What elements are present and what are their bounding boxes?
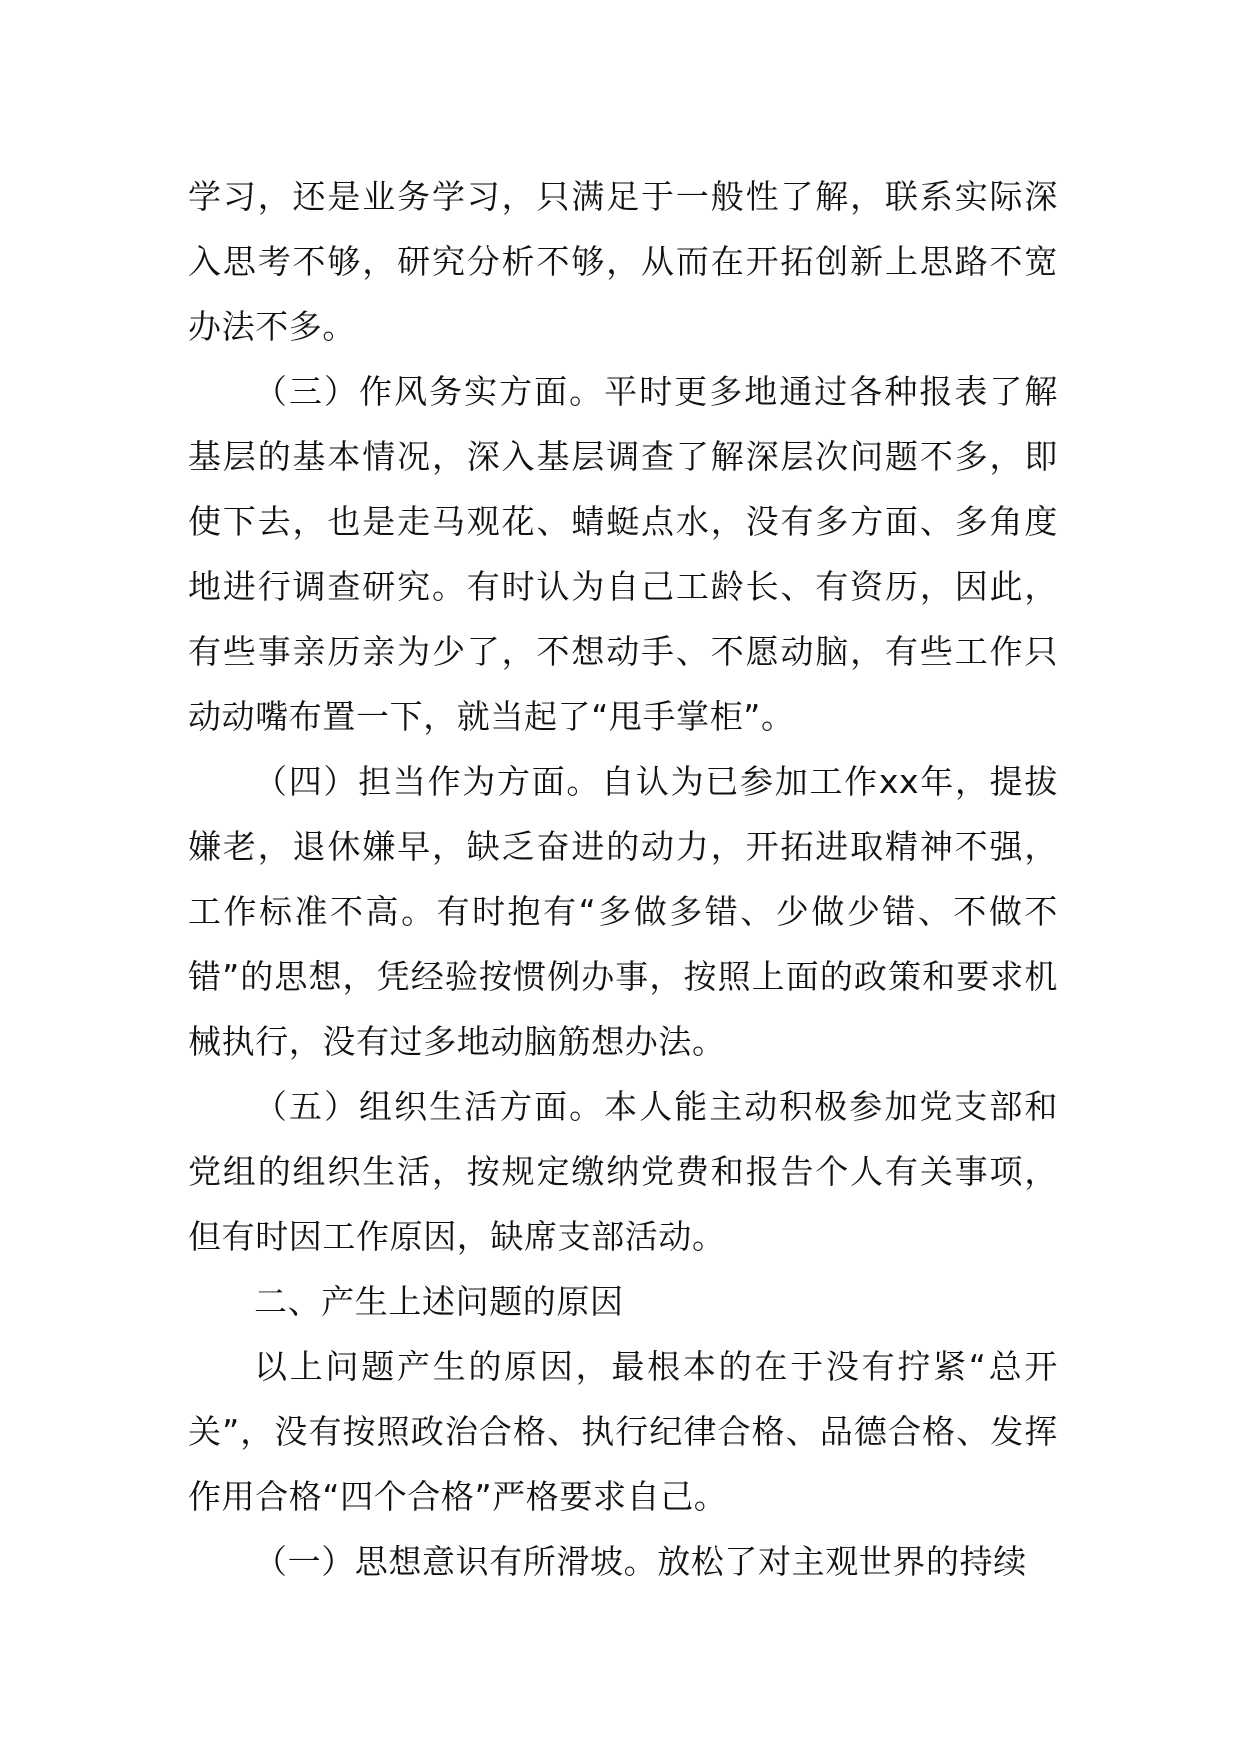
paragraph-section-four-responsibility: （四）担当作为方面。自认为已参加工作xx年，提拔嫌老，退休嫌早，缺乏奋进的动力，开拓进取精神不强，工作标准不高。有时抱有“多做多错、少做少错、不做不错”的思想，凭经验按惯例办事，按照上面的政策和要求机械执行，没有过多地动脑筋想办法。: [188, 762, 1058, 1061]
document-body: [188, 164, 1058, 1594]
paragraph-section-three-work-style: （三）作风务实方面。平时更多地通过各种报表了解基层的基本情况，深入基层调查了解深层次问题不多，即使下去，也是走马观花、蜻蜓点水，没有多方面、多角度地进行调查研究。有时认为自己工龄长、有资历，因此，有些事亲历亲为少了，不想动手、不愿动脑，有些工作只动动嘴布置一下，就当起了“甩手掌柜”。: [188, 372, 1058, 736]
section-heading-causes: 二、产生上述问题的原因: [254, 1282, 624, 1321]
paragraph-continued-study: 学习，还是业务学习，只满足于一般性了解，联系实际深入思考不够，研究分析不够，从而在开拓创新上思路不宽办法不多。: [188, 177, 1058, 346]
paragraph-cause-one-ideology: （一）思想意识有所滑坡。放松了对主观世界的持续: [254, 1542, 1027, 1581]
paragraph-section-five-organizational-life: （五）组织生活方面。本人能主动积极参加党支部和党组的组织生活，按规定缴纳党费和报告个人有关事项，但有时因工作原因，缺席支部活动。: [188, 1087, 1058, 1256]
paragraph-causes-summary: 以上问题产生的原因，最根本的在于没有拧紧“总开关”，没有按照政治合格、执行纪律合格、品德合格、发挥作用合格“四个合格”严格要求自己。: [188, 1347, 1058, 1516]
